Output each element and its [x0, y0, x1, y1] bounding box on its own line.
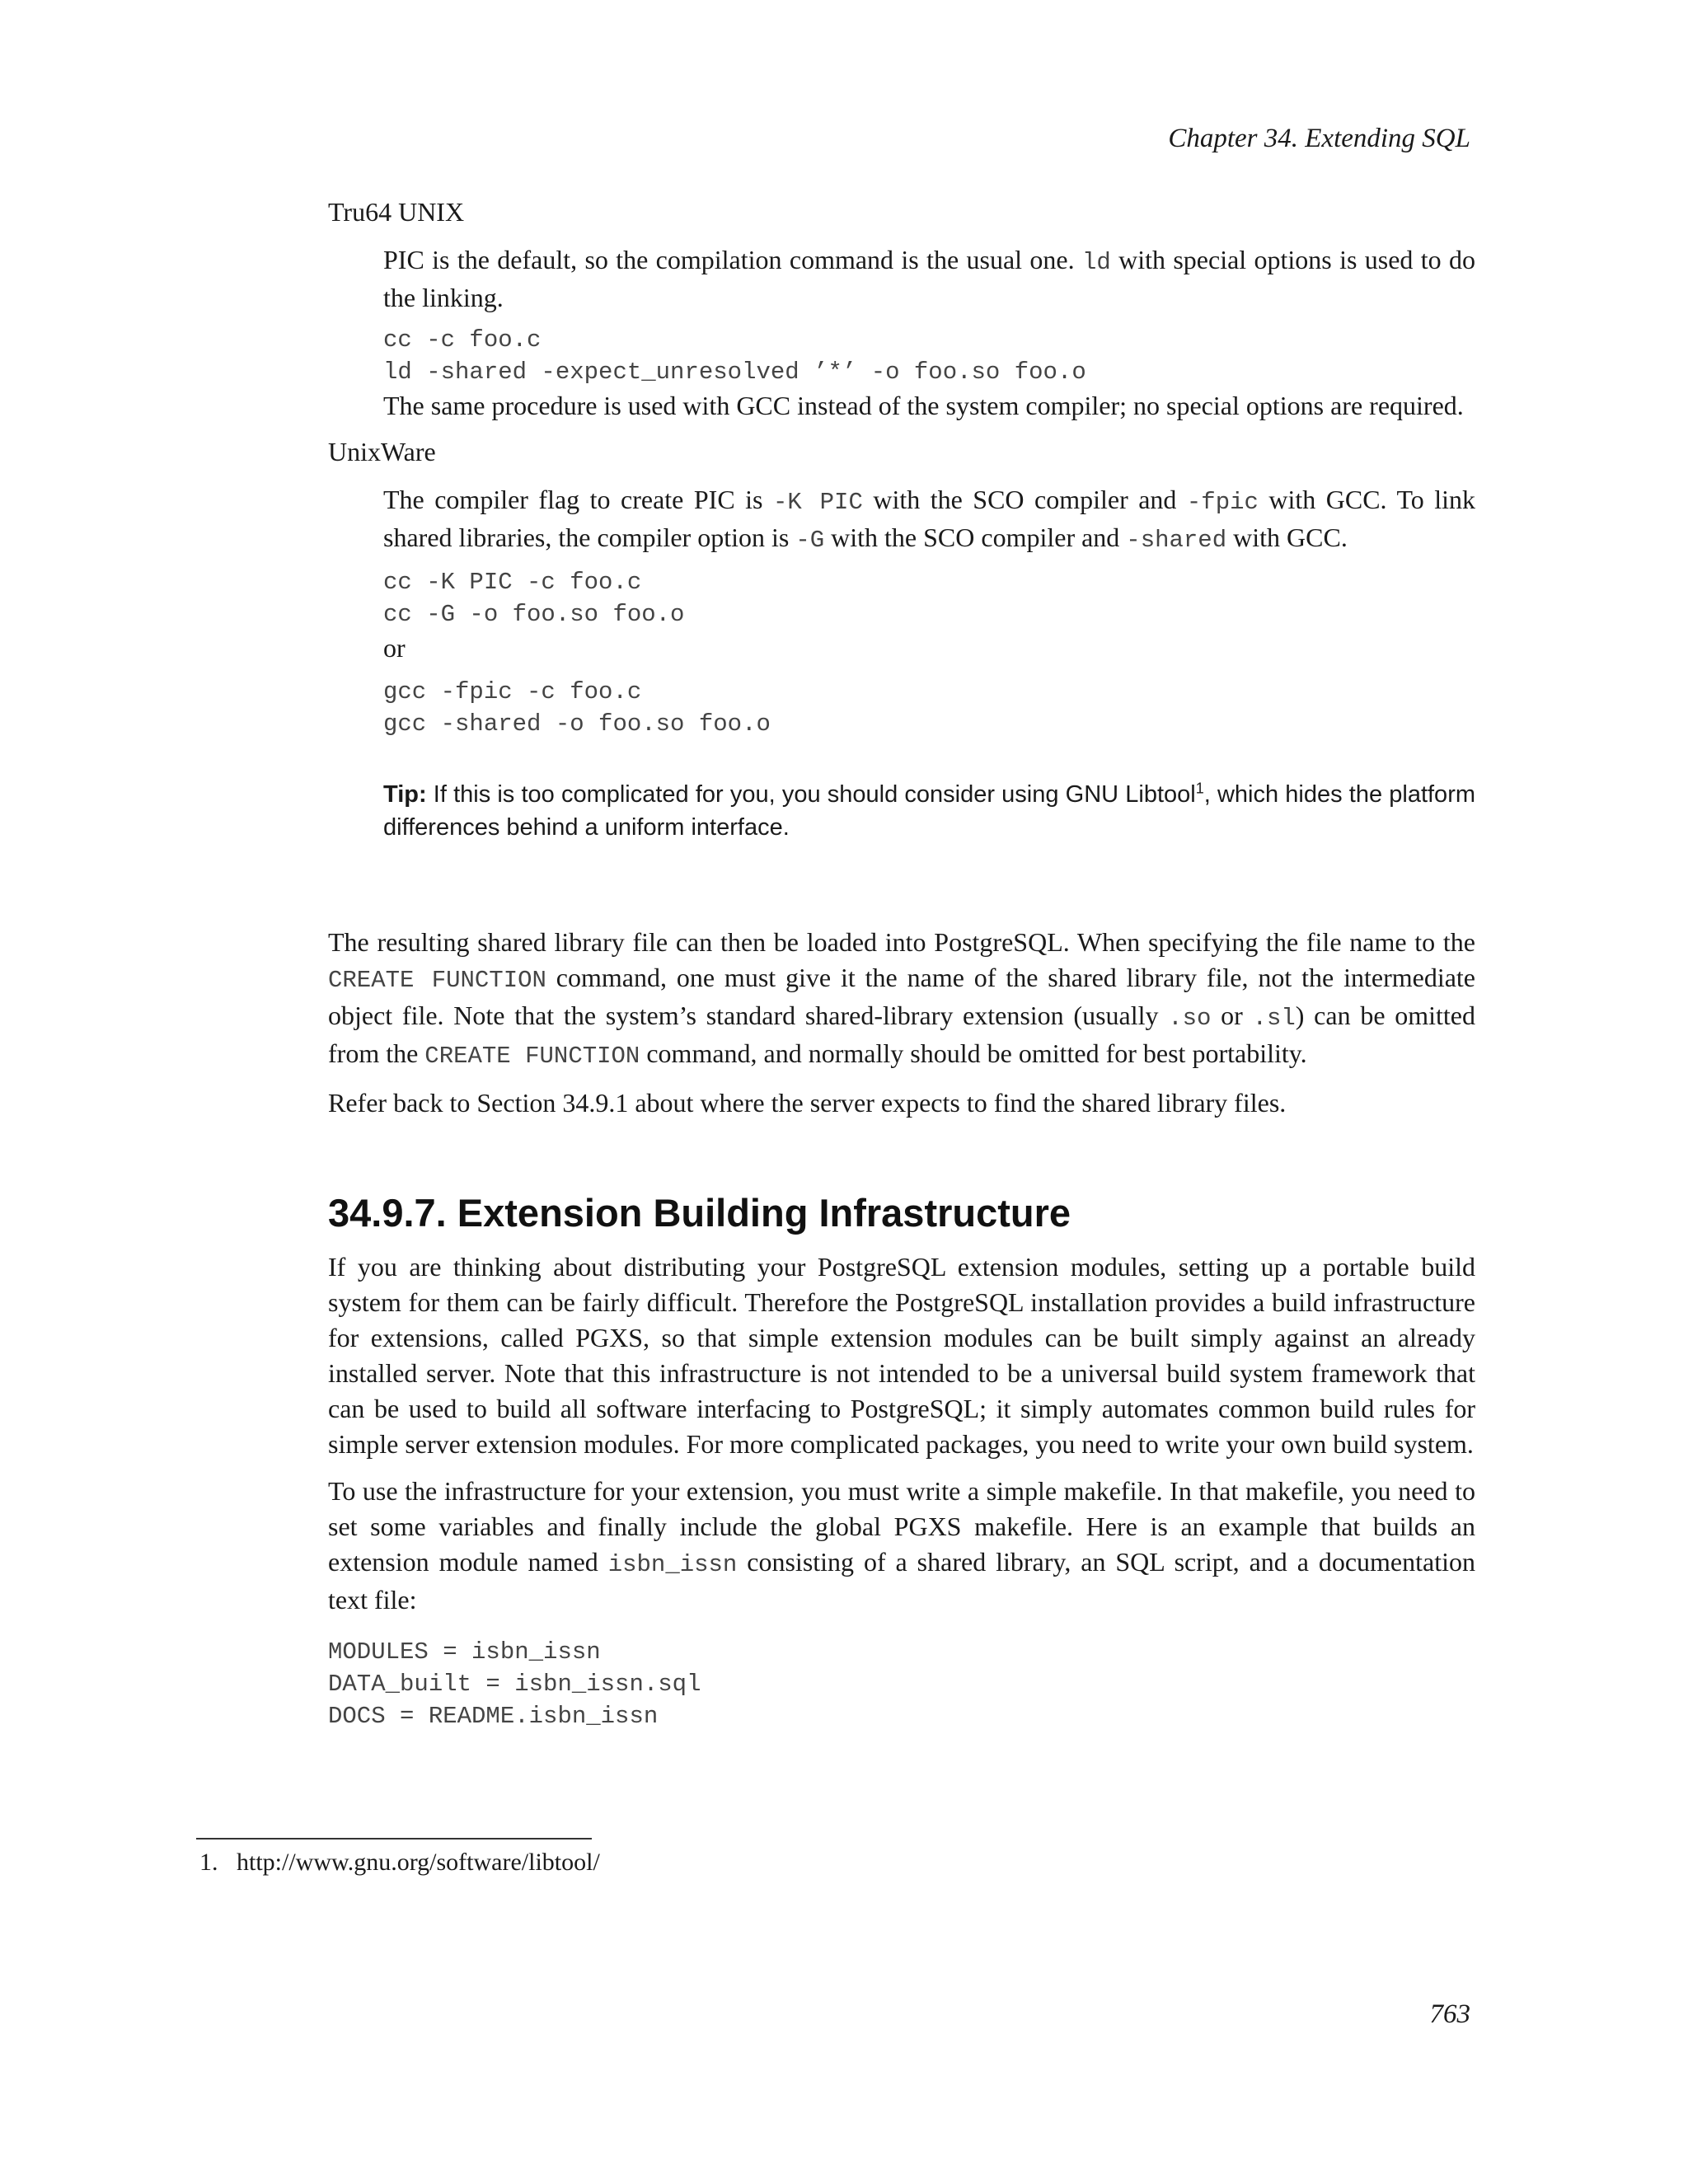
inline-code: isbn_issn [607, 1551, 738, 1578]
libtool-link[interactable]: GNU Libtool [1065, 781, 1196, 808]
footnote-rule [196, 1838, 592, 1840]
code-block-tru64: cc -c foo.c ld -shared -expect_unresolved ’*’ -o foo.so foo.o [383, 326, 1086, 386]
definition-unixware [383, 482, 1475, 844]
inline-code: -K PIC [772, 489, 863, 516]
page-body [328, 194, 1475, 1732]
code-block-unixware-sco: cc -K PIC -c foo.c cc -G -o foo.so foo.o [383, 569, 685, 628]
paragraph-resulting-library: The resulting shared library file can then be loaded into PostgreSQL. When specifying the file name to the CREATE FUNCTION command, one must give it the name of the shared library file, not the intermediate object file. Note that the system’s standard shared-library extension (usually .so or .sl) can be omitted from the CREATE FUNCTION command, and normally should be omitted for best portability. [328, 927, 1476, 1070]
paragraph-pgxs-intro: If you are thinking about distributing your PostgreSQL extension modules, setting up a portable build system for them can be fairly difficult. Therefore the PostgreSQL installation provides a build infrastructure for extensions, called PGXS, so that simple extension modules can be built simply against an already installed server. Note that this infrastructure is not intended to be a universal build system framework that can be used to build all software interfacing to PostgreSQL; it simply automates common build rules for simple server extension modules. For more complicated packages, you need to write your own build system. [328, 1252, 1475, 1459]
inline-code: CREATE FUNCTION [328, 967, 546, 994]
running-head: Chapter 34. Extending SQL [1168, 124, 1470, 153]
footnote-number: 1. [199, 1849, 218, 1876]
or-text: or [383, 633, 406, 663]
inline-code: CREATE FUNCTION [424, 1043, 640, 1070]
code-block-unixware-gcc: gcc -fpic -c foo.c gcc -shared -o foo.so foo.o [383, 678, 771, 738]
footnote-url[interactable]: http://www.gnu.org/software/libtool/ [237, 1849, 600, 1876]
inline-code: -fpic [1186, 489, 1259, 516]
section-heading: 34.9.7. Extension Building Infrastructure [328, 1191, 1071, 1235]
code-block-makefile: MODULES = isbn_issn DATA_built = isbn_issn.sql DOCS = README.isbn_issn [328, 1638, 701, 1730]
term-unixware: UnixWare [328, 437, 436, 466]
paragraph-makefile: To use the infrastructure for your extension, you must write a simple makefile. In that makefile, you need to set some variables and finally include the global PGXS makefile. Here is an example that builds an extension module named isbn_issn consisting of a shared library, an SQL script, and a documentation text file: [328, 1476, 1476, 1615]
definition-tru64 [383, 242, 1475, 424]
paragraph-refer-back: Refer back to Section 34.9.1 about where the server expects to find the shared library files. [328, 1088, 1287, 1118]
inline-code: ld [1081, 249, 1111, 276]
tip-label: Tip: [383, 781, 427, 808]
unixware-paragraph: The compiler flag to create PIC is -K PIC with the SCO compiler and -fpic with GCC. To link shared libraries, the compiler option is -G with the SCO compiler and -shared with GCC. [383, 485, 1476, 554]
tru64-gcc-paragraph: The same procedure is used with GCC instead of the system compiler; no special options are required. [383, 391, 1464, 420]
footnote [199, 1846, 600, 1879]
page-number: 763 [1429, 1999, 1470, 2029]
tip-box: Tip: If this is too complicated for you, you should consider using GNU Libtool$^1$, which hides the platform differences behind a uniform interface. [383, 780, 1476, 841]
inline-code: .sl [1252, 1005, 1296, 1032]
tru64-paragraph: PIC is the default, so the compilation command is the usual one. ld with special options is used to do the linking. [383, 245, 1476, 312]
inline-code: -G [795, 527, 825, 554]
inline-code: -shared [1126, 527, 1227, 554]
footnote-marker[interactable]: 1 [1195, 780, 1204, 797]
term-tru64: Tru64 UNIX [328, 197, 465, 227]
inline-code: .so [1168, 1005, 1212, 1032]
